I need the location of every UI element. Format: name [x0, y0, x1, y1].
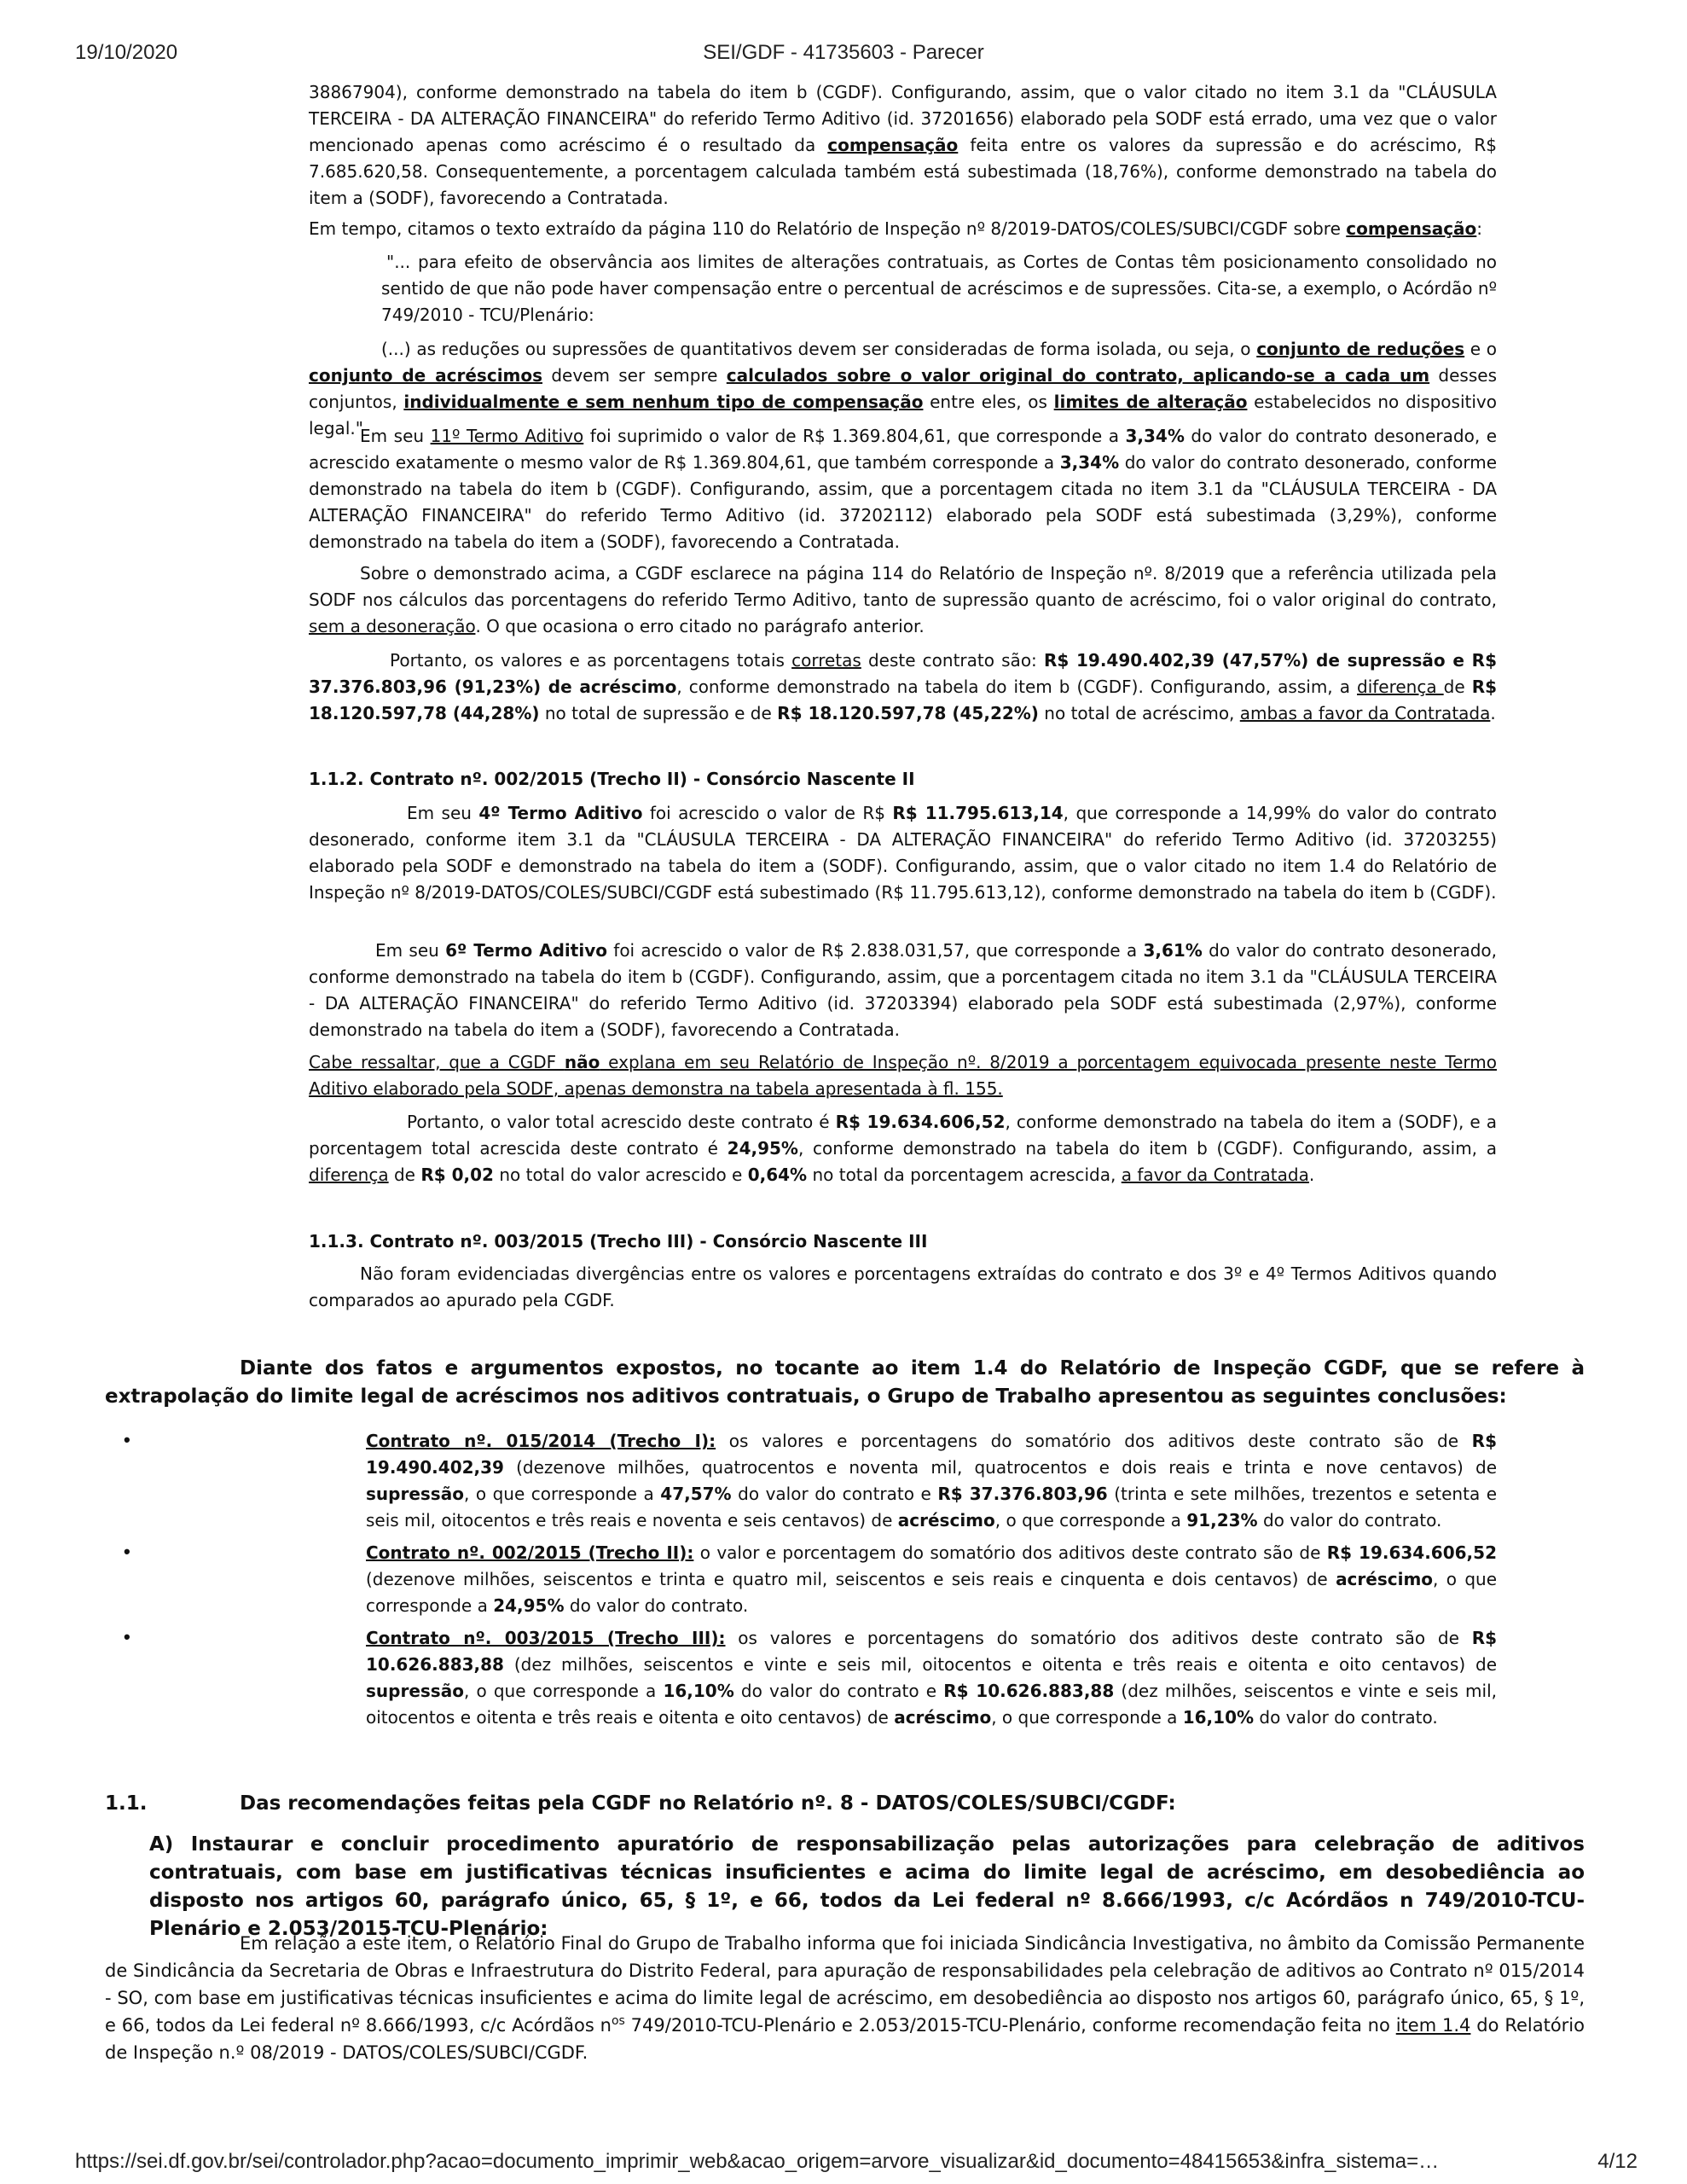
paragraph-sindicancia: Em relação a este item, o Relatório Final do Grupo de Trabalho informa que foi iniciada Sindicância Investigativa, no âmbito da Comissão Permanente de Sindicância da Secretaria de Obras e Infraestrutura do Distrito Federal, para apuração de responsabilidades pela celebração de aditivos ao Contrato nº 015/2014 - SO, com base em justificativas técnicas insuficientes e acima do limite legal de acréscimo, em desobediência ao disposto nos artigos 60, parágrafo único, 65, § 1º, e 66, todos da Lei federal nº 8.666/1993, c/c Acórdãos $n^{os}$ 749/2010-TCU-Plenário e 2.053/2015-TCU-Plenário, conforme recomendação feita no item 1.4 do Relatório de Inspeção n.º 08/2019 - DATOS/COLES/SUBCI/CGDF. — [105, 1933, 1585, 2063]
heading-contrato-002: 1.1.2. Contrato nº. 002/2015 (Trecho II) - Consórcio Nascente II — [309, 769, 915, 789]
paragraph-11-termo: Em seu 11º Termo Aditivo foi suprimido o valor de R$ 1.369.804,61, que corresponde a 3,34% do valor do contrato desonerado, e acrescido exatamente o mesmo valor de R$ 1.369.804,61, que também corresponde a 3,34% do valor do contrato desonerado, conforme demonstrado na tabela do item b (CGDF). Configurando, assim, que a porcentagem citada no item 3.1 da "CLÁUSULA TERCEIRA - DA ALTERAÇÃO FINANCEIRA" do referido Termo Aditivo (id. 37202112) elaborado pela SODF está subestimada (3,29%), conforme demonstrado na tabela do item a (SODF), favorecendo a Contratada. — [309, 426, 1498, 552]
list-item: Contrato nº. 015/2014 (Trecho I): os valores e porcentagens do somatório dos aditivos deste contrato são de R$ 19.490.402,39 (dezenove milhões, quatrocentos e noventa mil, quatrocentos e dois reais e trinta e nove centavos) de supressão, o que corresponde a 47,57% do valor do contrato e R$ 37.376.803,96 (trinta e sete milhões, trezentos e setenta e seis mil, oitocentos e três reais e noventa e seis centavos) de acréscimo, o que corresponde a 91,23% do valor do contrato. — [366, 1431, 1498, 1531]
paragraph-4-termo: Em seu 4º Termo Aditivo foi acrescido o valor de R$ R$ 11.795.613,14, que corresponde a 14,99% do valor do contrato desonerado, conforme item 3.1 da "CLÁUSULA TERCEIRA - DA ALTERAÇÃO FINANCEIRA" do referido Termo Aditivo (id. 37203255) elaborado pela SODF e demonstrado na tabela do item a (SODF). Configurando, assim, que o valor citado no item 1.4 do Relatório de Inspeção nº 8/2019-DATOS/COLES/SUBCI/CGDF está subestimado (R$ 11.795.613,12), conforme demonstrado na tabela do item b (CGDF). — [309, 803, 1498, 903]
paragraph-desoneracao: Sobre o demonstrado acima, a CGDF esclarece na página 114 do Relatório de Inspeção nº. 8/2019 que a referência utilizada pela SODF nos cálculos das porcentagens do referido Termo Aditivo, tanto de supressão quanto de acréscimo, foi o valor original do contrato, sem a desoneração. O que ocasiona o erro citado no parágrafo anterior. — [309, 563, 1497, 636]
paragraph-6-termo: Em seu 6º Termo Aditivo foi acrescido o valor de R$ 2.838.031,57, que corresponde a 3,61% do valor do contrato desonerado, conforme demonstrado na tabela do item b (CGDF). Configurando, assim, que a porcentagem citada no item 3.1 da "CLÁUSULA TERCEIRA - DA ALTERAÇÃO FINANCEIRA" do referido Termo Aditivo (id. 37203394) elaborado pela SODF está subestimada (2,97%), conforme demonstrado na tabela do item a (SODF), favorecendo a Contratada. — [309, 940, 1498, 1040]
section-number: 1.1. — [105, 1792, 148, 1815]
page-number: 4/12 — [1597, 2150, 1638, 2173]
print-date: 19/10/2020 — [75, 41, 178, 64]
list-item: Contrato nº. 003/2015 (Trecho III): os valores e porcentagens do somatório dos aditivos deste contrato são de R$ 10.626.883,88 (dez milhões, seiscentos e vinte e seis mil, oitocentos e oitenta e três reais e oitenta e oito centavos) de supressão, o que corresponde a 16,10% do valor do contrato e R$ 10.626.883,88 (dez milhões, seiscentos e vinte e seis mil, oitocentos e oitenta e três reais e oitenta e oito centavos) de acréscimo, o que corresponde a 16,10% do valor do contrato. — [366, 1628, 1498, 1728]
bullet: • — [124, 1626, 130, 1647]
footer-url: https://sei.df.gov.br/sei/controlador.php?acao=documento_imprimir_web&acao_origem=arvore_visualizar&id_documento=48415653&infra_sistema=… — [75, 2150, 1440, 2173]
paragraph-total-acrescido: Portanto, o valor total acrescido deste contrato é R$ 19.634.606,52, conforme demonstrado na tabela do item a (SODF), e a porcentagem total acrescida deste contrato é 24,95%, conforme demonstrado na tabela do item b (CGDF). Configurando, assim, a diferença de R$ 0,02 no total do valor acrescido e 0,64% no total da porcentagem acrescida, a favor da Contratada. — [309, 1112, 1497, 1185]
quote-acordao: (...) as reduções ou supressões de quantitativos devem ser consideradas de forma isolada, ou seja, o conjunto de reduções e o conjunto de acréscimos devem ser sempre calculados sobre o valor original do contrato, aplicando-se a cada um desses conjuntos, individualmente e sem nenhum tipo de compensação entre eles, os limites de alteração estabelecidos no dispositivo legal." — [309, 339, 1498, 439]
bullet: • — [124, 1429, 130, 1450]
paragraph-conclusoes-intro: Diante dos fatos e argumentos expostos, no tocante ao item 1.4 do Relatório de Inspeção CGDF, que se refere à extrapolação do limite legal de acréscimos nos aditivos contratuais, o Grupo de Trabalho apresentou as seguintes conclusões: — [105, 1357, 1585, 1408]
paragraph-sem-divergencias: Não foram evidenciadas divergências entre os valores e porcentagens extraídas do contrato e dos 3º e 4º Termos Aditivos quando comparados ao apurado pela CGDF. — [309, 1263, 1497, 1310]
section-title: Das recomendações feitas pela CGDF no Relatório nº. 8 - DATOS/COLES/SUBCI/CGDF: — [240, 1792, 1176, 1815]
document-title: SEI/GDF - 41735603 - Parecer — [703, 41, 984, 64]
bullet: • — [124, 1541, 130, 1562]
paragraph-ressalva: Cabe ressaltar, que a CGDF não explana em seu Relatório de Inspeção nº. 8/2019 a porcentagem equivocada presente neste Termo Aditivo elaborado pela SODF, apenas demonstra na tabela apresentada à fl. 155. — [309, 1052, 1497, 1099]
list-item: Contrato nº. 002/2015 (Trecho II): o valor e porcentagem do somatório dos aditivos deste contrato são de R$ 19.634.606,52 (dezenove milhões, seiscentos e trinta e quatro mil, seiscentos e seis reais e cinquenta e dois centavos) de acréscimo, o que corresponde a 24,95% do valor do contrato. — [366, 1542, 1497, 1616]
heading-contrato-003: 1.1.3. Contrato nº. 003/2015 (Trecho III) - Consórcio Nascente III — [309, 1231, 928, 1252]
quote-tcu: "... para efeito de observância aos limites de alterações contratuais, as Cortes de Contas têm posicionamento consolidado no sentido de que não pode haver compensação entre o percentual de acréscimos e de supressões. Cita-se, a exemplo, o Acórdão nº 749/2010 - TCU/Plenário: — [381, 252, 1497, 325]
paragraph-citation-intro: Em tempo, citamos o texto extraído da página 110 do Relatório de Inspeção nº 8/2019-DATOS/COLES/SUBCI/CGDF sobre compensação: — [309, 218, 1483, 239]
paragraph-compensacao: 38867904), conforme demonstrado na tabela do item b (CGDF). Configurando, assim, que o valor citado no item 3.1 da "CLÁUSULA TERCEIRA - DA ALTERAÇÃO FINANCEIRA" do referido Termo Aditivo (id. 37201656) elaborado pela SODF está errado, uma vez que o valor mencionado apenas como acréscimo é o resultado da compensação feita entre os valores da supressão e do acréscimo, R$ 7.685.620,58. Consequentemente, a porcentagem calculada também está subestimada (18,76%), conforme demonstrado na tabela do item a (SODF), favorecendo a Contratada. — [309, 82, 1498, 208]
paragraph-totais-corretos: Portanto, os valores e as porcentagens totais corretas deste contrato são: R$ 19.490.402,39 (47,57%) de supressão e R$ 37.376.803,96 (91,23%) de acréscimo, conforme demonstrado na tabela do item b (CGDF). Configurando, assim, a diferença de R$ 18.120.597,78 (44,28%) no total de supressão e de R$ 18.120.597,78 (45,22%) no total de acréscimo, ambas a favor da Contratada. — [309, 650, 1498, 723]
recommendation-a: A) Instaurar e concluir procedimento apuratório de responsabilização pelas autorizações para celebração de aditivos contratuais, com base em justificativas técnicas insuficientes e acima do limite legal de acréscimo, em desobediência ao disposto nos artigos 60, parágrafo único, 65, § 1º, e 66, todos da Lei federal nº 8.666/1993, c/c Acórdãos n 749/2010-TCU-Plenário e 2.053/2015-TCU-Plenário: — [149, 1833, 1585, 1940]
